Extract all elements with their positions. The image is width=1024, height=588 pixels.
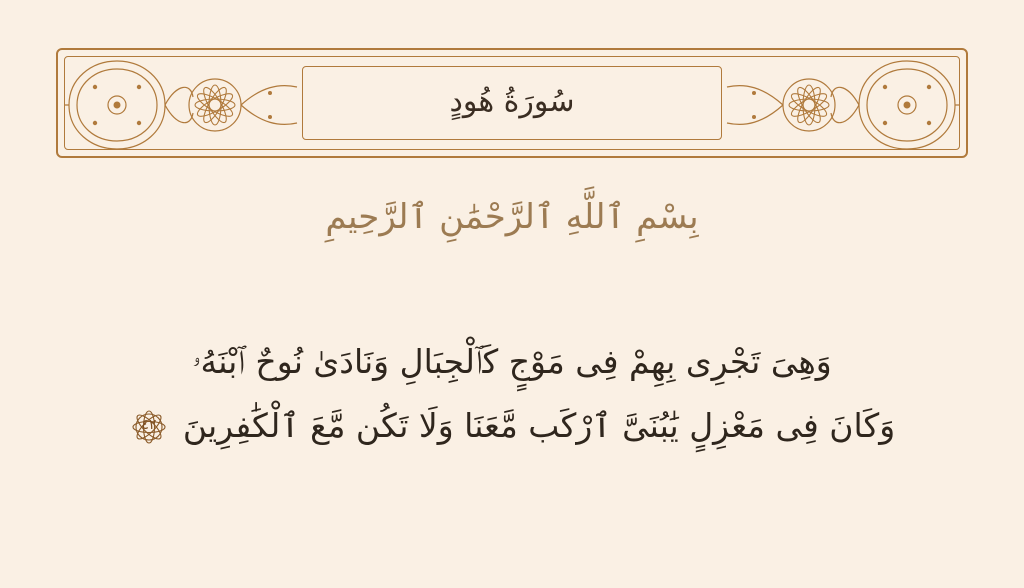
ayah-end-marker xyxy=(129,407,169,447)
ornament-band-left xyxy=(65,57,305,149)
surah-title: سُورَةُ هُودٍ xyxy=(449,83,575,119)
ornament-band-right xyxy=(719,57,959,149)
arabesque-ornament-left xyxy=(65,57,305,149)
ayah-number: ٤٢ xyxy=(141,416,157,433)
ayah-block xyxy=(70,330,954,459)
surah-title-cartouche xyxy=(302,66,722,140)
surah-header-banner xyxy=(56,48,968,158)
ayah-line-2: وَكَانَ فِى مَعْزِلٍ يَٰبُنَىَّ ٱرْكَب مَّعَنَا وَلَا تَكُن مَّعَ ٱلْكَٰفِرِينَ xyxy=(182,406,896,446)
arabesque-ornament-right xyxy=(719,57,959,149)
ayah-line-1: وَهِىَ تَجْرِى بِهِمْ فِى مَوْجٍ كَٱلْجِبَالِ وَنَادَىٰ نُوحٌ ٱبْنَهُۥ xyxy=(192,342,832,381)
ayah-line-2-row xyxy=(70,394,954,458)
basmala-text: بِسْمِ ٱللَّهِ ٱلرَّحْمَٰنِ ٱلرَّحِيمِ xyxy=(325,197,699,237)
